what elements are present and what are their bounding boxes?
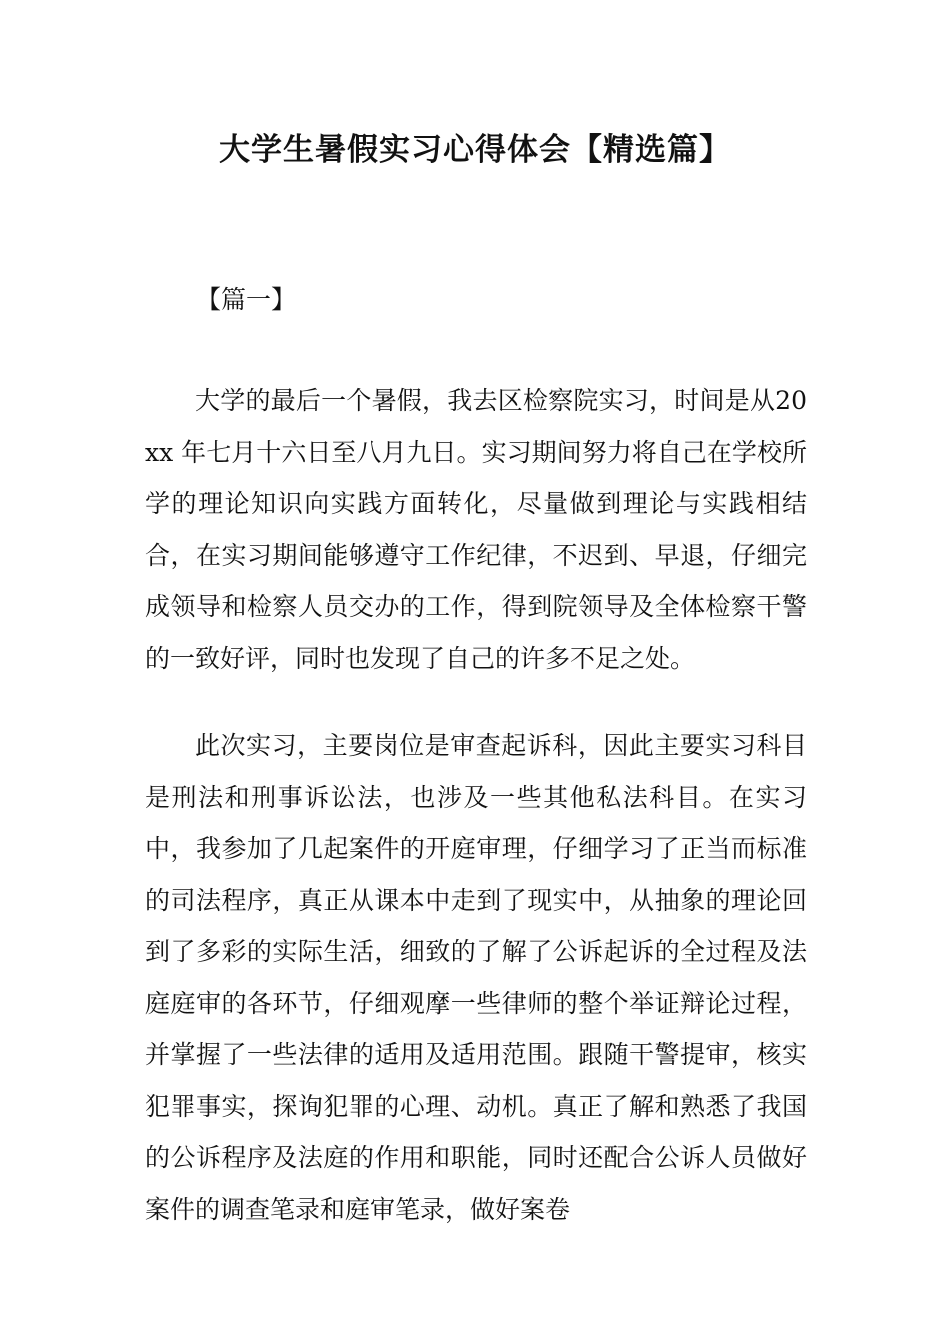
body-paragraph-2: 此次实习，主要岗位是审查起诉科，因此主要实习科目是刑法和刑事诉讼法，也涉及一些其他私法科目。在实习中，我参加了几起案件的开庭审理，仔细学习了正当而标准的司法程序，真正从课本中走到了现实中，从抽象的理论回到了多彩的实际生活，细致的了解了公诉起诉的全过程及法庭庭审的各环节，仔细观摩一些律师的整个举证辩论过程，并掌握了一些法律的适用及适用范围。跟随干警提审，核实犯罪事实，探询犯罪的心理、动机。真正了解和熟悉了我国的公诉程序及法庭的作用和职能，同时还配合公诉人员做好案件的调查笔录和庭审笔录，做好案卷 [145, 731, 807, 1224]
document-title: 大学生暑假实习心得体会【精选篇】 [219, 132, 731, 168]
section-heading: 【篇一】 [196, 285, 297, 314]
body-paragraph-1: 大学的最后一个暑假，我去区检察院实习，时间是从20xx 年七月十六日至八月九日。实习期间努力将自己在学校所学的理论知识向实践方面转化，尽量做到理论与实践相结合，在实习期间能够遵守工作纪律，不迟到、早退，仔细完成领导和检察人员交办的工作，得到院领导及全体检察干警的一致好评，同时也发现了自己的许多不足之处。 [145, 386, 807, 673]
